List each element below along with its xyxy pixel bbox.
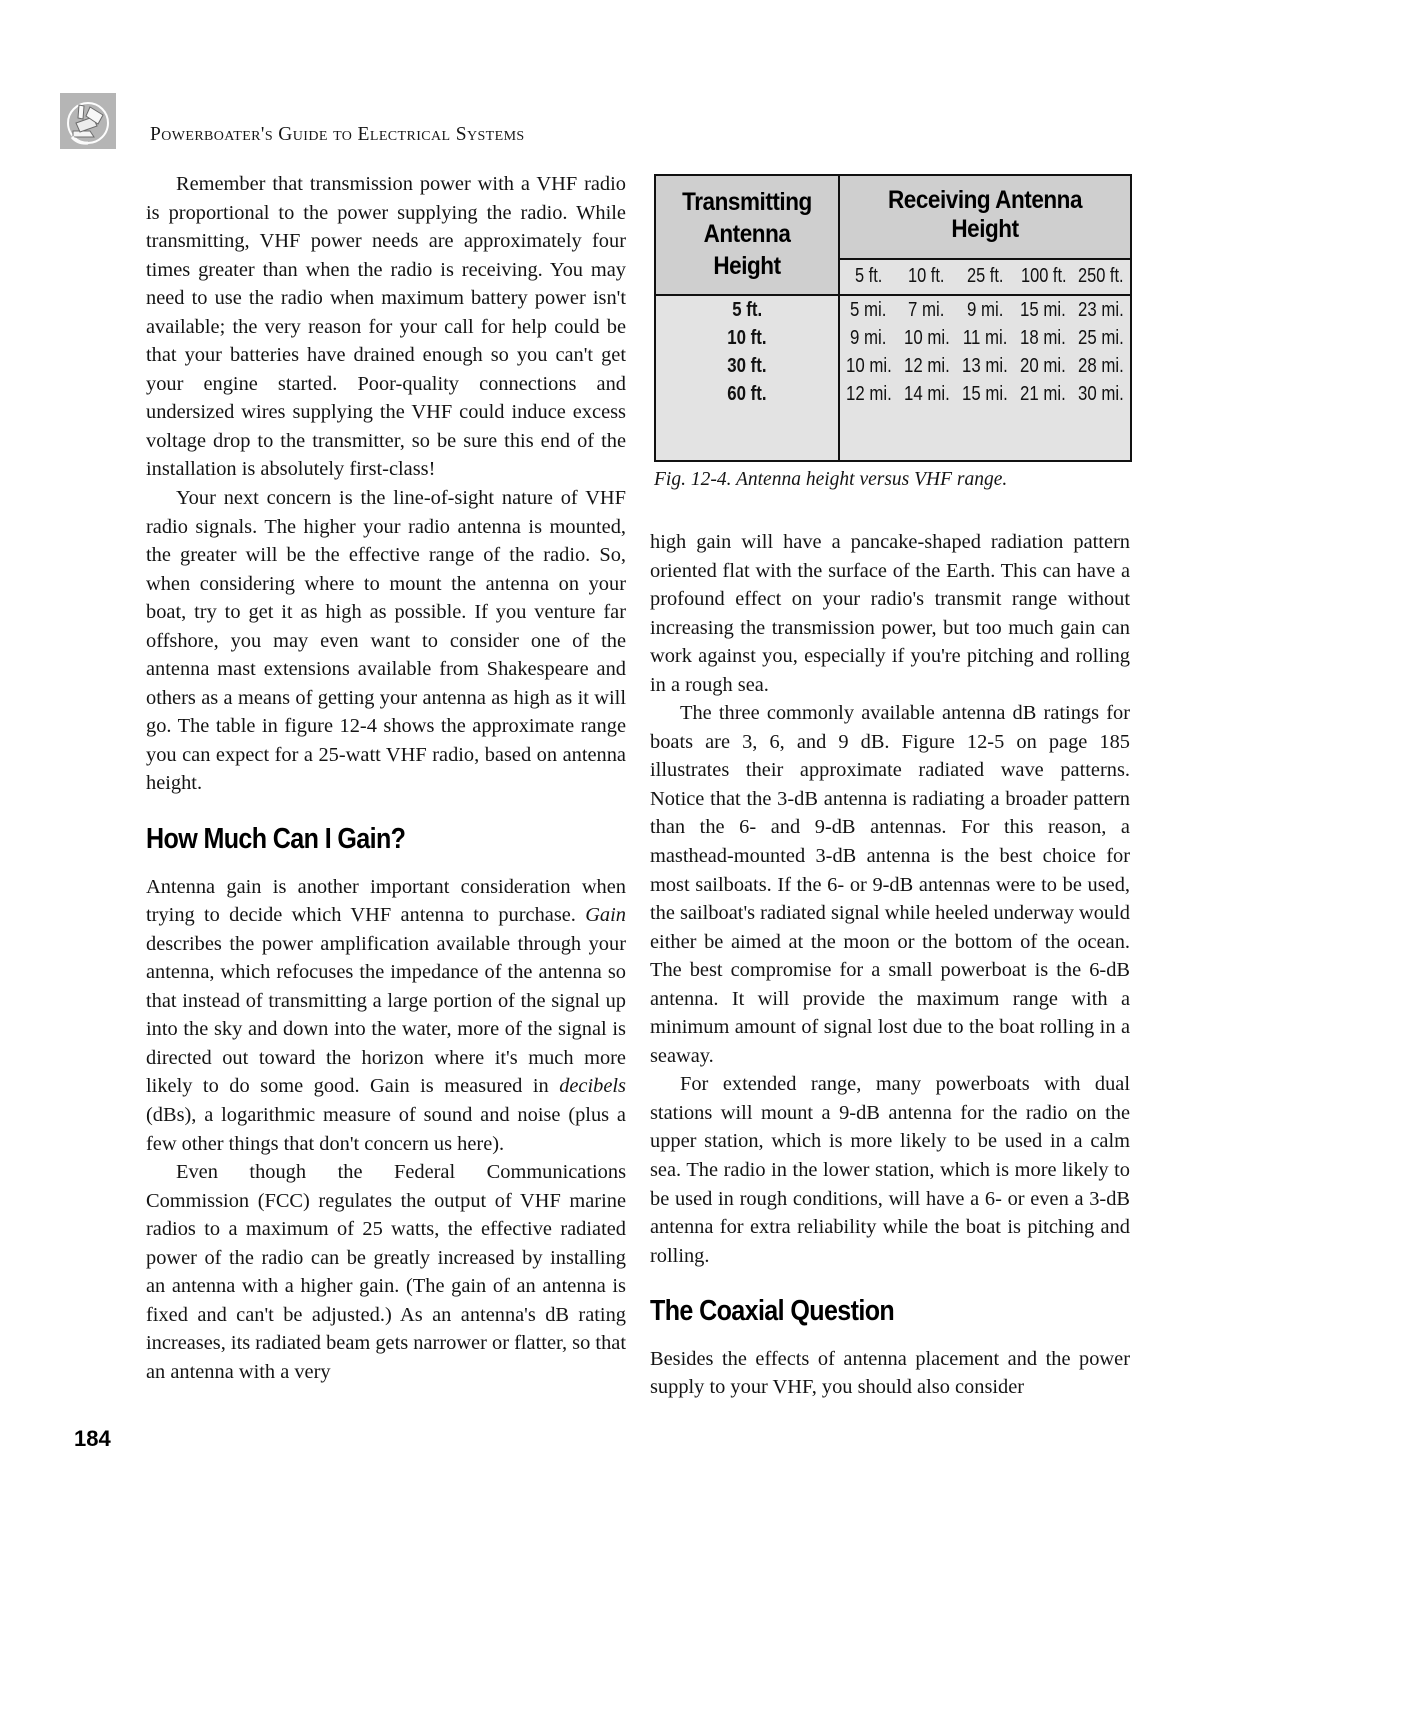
paragraph: Your next concern is the line-of-sight nature of VHF radio signals. The higher your radio antenna is mounted, the greater will be the effective range of the radio. So, when considering where to mount the antenna on your boat, try to get it as high as possible. If you venture far offshore, you may even want to consider one of the antenna mast extensions available from Shakespeare and others as a means of getting your antenna as high as it will go. The table in figure 12-4 shows the approximate range you can expect for a 25-watt VHF radio, based on antenna height. [146,487,626,795]
page-header [0,0,1404,165]
transmitting-height-cell: 5 ft. [655,295,839,324]
paragraph: Even though the Federal Communications Commission (FCC) regulates the output of VHF marine radios to a maximum of 25 watts, the effective radiated power of the radio can be greatly increased by installing an antenna with a higher gain. (The gain of an antenna is fixed and can't be adjusted.) As an antenna's dB rating increases, its radiated beam gets narrower or flatter, so that an antenna with a very [146,1161,626,1383]
range-cell: 25 mi. [1073,324,1131,352]
section-heading-how-much-can-i-gain: How Much Can I Gain? [146,823,406,856]
table-row [655,295,1131,324]
range-cell: 5 mi. [839,295,897,324]
figure-12-4 [654,174,1132,491]
range-cell: 9 mi. [956,295,1014,324]
table-header-row [655,175,1131,259]
paragraph-text: (dBs), a logarithmic measure of sound and noise (plus a few other things that don't concern us here). [146,1103,626,1155]
range-cell: 12 mi. [839,380,897,408]
transmitting-height-cell: 30 ft. [655,352,839,380]
range-cell: 20 mi. [1014,352,1072,380]
filler-cell [655,408,839,461]
range-cell: 30 mi. [1073,380,1131,408]
span-header-cell: Receiving Antenna Height [839,175,1131,259]
table-row [655,324,1131,352]
corner-header-line-2: Antenna [703,220,791,248]
right-text-column [650,528,1130,1402]
emphasis-gain: Gain [585,904,626,927]
column-header-cell-2: 25 ft. [956,259,1014,295]
range-cell: 15 mi. [1014,295,1072,324]
column-header-cell-4: 250 ft. [1073,259,1131,295]
table-row [655,352,1131,380]
left-text-column [146,170,626,1386]
column-header-cell-1: 10 ft. [897,259,955,295]
corner-header-line-1: Transmitting [682,188,812,216]
range-cell: 18 mi. [1014,324,1072,352]
figure-caption: Fig. 12-4. Antenna height versus VHF range. [654,469,1008,490]
paragraph [146,873,626,1158]
filler-cell [839,408,1131,461]
transmitting-height-cell: 10 ft. [655,324,839,352]
emphasis-decibels: decibels [559,1075,626,1098]
table-filler-row [655,408,1131,461]
range-cell: 10 mi. [897,324,955,352]
paragraph: For extended range, many powerboats with dual stations will mount a 9-dB antenna for the radio on the upper station, which is more likely to be used in a calm sea. The radio in the lower station, which is more likely to be used in rough conditions, will have a 6- or even a 3-dB antenna for extra reliability while the boat is pitching and rolling. [650,1073,1130,1267]
range-cell: 13 mi. [956,352,1014,380]
range-cell: 14 mi. [897,380,955,408]
antenna-range-table [654,174,1132,462]
paragraph: The three commonly available antenna dB ratings for boats are 3, 6, and 9 dB. Figure 12-5 on page 185 illustrates their approximate radiated wave patterns. Notice that the 3-dB antenna is radiating a broader pattern than the 6- and 9-dB antennas. For this reason, a masthead-mounted 3-dB antenna is the best choice for most sailboats. If the 6- or 9-dB antennas were to be used, the sailboat's radiated signal while heeled underway would either be aimed at the moon or the bottom of the ocean. The best compromise for a small powerboat is the 6-dB antenna. It will provide the maximum range with a minimum amount of signal lost due to the boat rolling in a seaway. [650,702,1130,1067]
range-cell: 9 mi. [839,324,897,352]
section-heading-the-coaxial-question: The Coaxial Question [650,1295,895,1328]
range-cell: 10 mi. [839,352,897,380]
corner-header-cell [655,175,839,295]
range-cell: 11 mi. [956,324,1014,352]
paragraph: Besides the effects of antenna placement and the power supply to your VHF, you should also consider [650,1347,1130,1399]
paragraph: high gain will have a pancake-shaped radiation pattern oriented flat with the surface of the Earth. This can have a profound effect on your radio's transmit range without increasing the transmission power, but too much gain can work against you, especially if you're pitching and rolling in a rough sea. [650,531,1130,696]
paragraph: Remember that transmission power with a VHF radio is proportional to the power supplying the radio. While transmitting, VHF power needs are approximately four times greater than when the radio is receiving. You may need to use the radio when maximum battery power isn't available; the very reason for your call for help could be that your batteries have drained enough so you can't get your engine started. Poor-quality connections and undersized wires supplying the VHF could induce excess voltage drop to the transmitter, so be sure this end of the installation is absolutely first-class! [146,173,626,481]
range-cell: 15 mi. [956,380,1014,408]
range-cell: 7 mi. [897,295,955,324]
column-header-cell-0: 5 ft. [839,259,897,295]
table-row [655,380,1131,408]
column-header-cell-3: 100 ft. [1014,259,1072,295]
paragraph-text: Antenna gain is another important consideration when trying to decide which VHF antenna to purchase. [146,875,626,927]
range-cell: 12 mi. [897,352,955,380]
transmitting-height-cell: 60 ft. [655,380,839,408]
range-cell: 28 mi. [1073,352,1131,380]
range-cell: 21 mi. [1014,380,1072,408]
page-number: 184 [74,1426,111,1451]
book-emblem-icon [60,93,116,149]
running-header-title: Powerboater's Guide to Electrical Systems [150,124,525,145]
range-cell: 23 mi. [1073,295,1131,324]
corner-header-line-3: Height [713,252,781,280]
paragraph-text: describes the power amplification available through your antenna, which refocuses the impedance of the antenna so that instead of transmitting a large portion of the signal up into the sky and down into the water, more of the signal is directed out toward the horizon where it's much more likely to do some good. Gain is measured in [146,932,626,1098]
